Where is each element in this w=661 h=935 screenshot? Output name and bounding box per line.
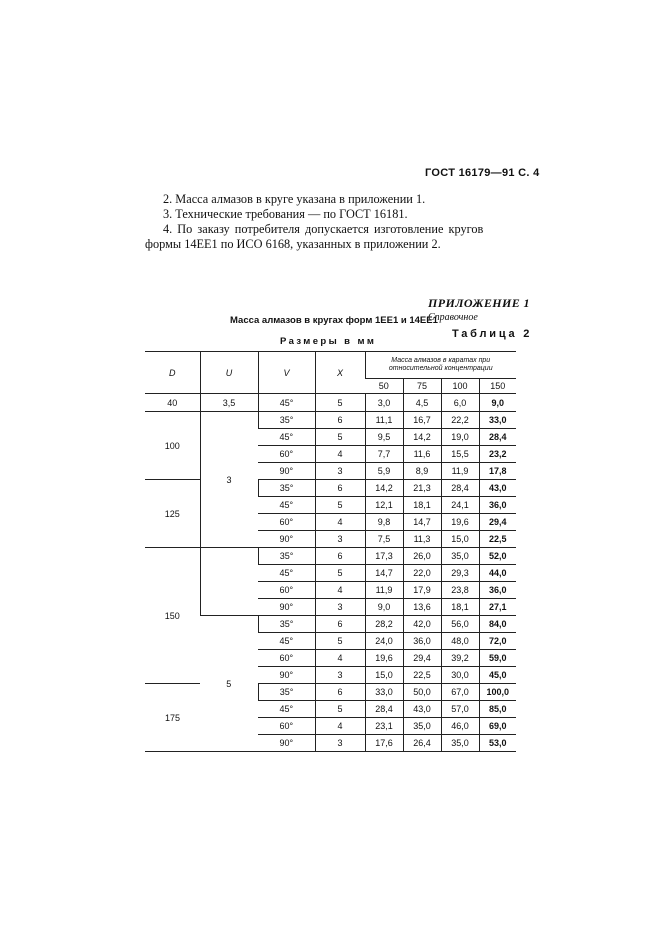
- table-cell-m50: 7,7: [365, 446, 403, 463]
- table-cell-x: 5: [315, 429, 365, 446]
- table-number: Таблица 2: [452, 328, 533, 340]
- table-cell-m150: 17,8: [479, 463, 516, 480]
- table-cell-x: 4: [315, 718, 365, 735]
- page-header: ГОСТ 16179—91 С. 4: [425, 167, 540, 179]
- table-cell-m100: 6,0: [441, 394, 479, 412]
- table-cell-x: 3: [315, 735, 365, 752]
- table-cell-m50: 15,0: [365, 667, 403, 684]
- table-cell-u: 3: [200, 412, 258, 548]
- table-cell-m100: 23,8: [441, 582, 479, 599]
- table-cell-m75: 17,9: [403, 582, 441, 599]
- table-cell-m100: 35,0: [441, 735, 479, 752]
- table-cell-m150: 52,0: [479, 548, 516, 565]
- table-cell-m50: 9,0: [365, 599, 403, 616]
- table-cell-v: 45°: [258, 565, 315, 582]
- table-cell-m50: 11,9: [365, 582, 403, 599]
- table-cell-m75: 43,0: [403, 701, 441, 718]
- table-cell-x: 5: [315, 565, 365, 582]
- table-cell-m100: 35,0: [441, 548, 479, 565]
- table-cell-x: 5: [315, 394, 365, 412]
- header-concentration-group: Масса алмазов в каратах при относительной концентрации: [365, 352, 516, 379]
- table-cell-m75: 14,7: [403, 514, 441, 531]
- table-cell-v: 35°: [258, 548, 315, 565]
- table-cell-m75: 29,4: [403, 650, 441, 667]
- table-cell-m50: 28,2: [365, 616, 403, 633]
- table-cell-m150: 36,0: [479, 582, 516, 599]
- table-cell-v: 45°: [258, 701, 315, 718]
- table-cell-v: 45°: [258, 429, 315, 446]
- table-cell-m75: 14,2: [403, 429, 441, 446]
- table-cell-m100: 19,6: [441, 514, 479, 531]
- table-cell-m100: 11,9: [441, 463, 479, 480]
- paragraph-4-cont: формы 14EE1 по ИСО 6168, указанных в приложении 2.: [145, 237, 441, 251]
- table-cell-m100: 46,0: [441, 718, 479, 735]
- table-cell-m50: 12,1: [365, 497, 403, 514]
- table-cell-m100: 67,0: [441, 684, 479, 701]
- table-cell-x: 6: [315, 480, 365, 497]
- table-cell-m150: 44,0: [479, 565, 516, 582]
- table-cell-m75: 8,9: [403, 463, 441, 480]
- table-cell-m100: 15,5: [441, 446, 479, 463]
- table-cell-m50: 23,1: [365, 718, 403, 735]
- table-cell-x: 3: [315, 667, 365, 684]
- table-cell-u: 5: [200, 616, 258, 752]
- table-cell-m150: 33,0: [479, 412, 516, 429]
- table-cell-m150: 23,2: [479, 446, 516, 463]
- table-cell-v: 90°: [258, 599, 315, 616]
- table-cell-v: 45°: [258, 497, 315, 514]
- table-cell-x: 4: [315, 446, 365, 463]
- table-cell-m50: 17,3: [365, 548, 403, 565]
- paragraph-2: 2. Масса алмазов в круге указана в приложении 1.: [163, 192, 426, 206]
- table-cell-m150: 43,0: [479, 480, 516, 497]
- table-cell-m50: 28,4: [365, 701, 403, 718]
- header-u: U: [200, 352, 258, 394]
- table-cell-v: 35°: [258, 480, 315, 497]
- table-cell-m50: 17,6: [365, 735, 403, 752]
- table-cell-x: 3: [315, 599, 365, 616]
- table-cell-v: 45°: [258, 633, 315, 650]
- table-cell-m150: 85,0: [479, 701, 516, 718]
- table-cell-v: 60°: [258, 650, 315, 667]
- paragraph-3: 3. Технические требования — по ГОСТ 16181.: [163, 207, 408, 221]
- table-cell-m50: 24,0: [365, 633, 403, 650]
- table-cell-m100: 30,0: [441, 667, 479, 684]
- table-cell-u: [200, 548, 258, 616]
- table-cell-x: 4: [315, 514, 365, 531]
- table-cell-m100: 39,2: [441, 650, 479, 667]
- table-cell-m75: 13,6: [403, 599, 441, 616]
- header-c75: 75: [403, 379, 441, 394]
- header-x: X: [315, 352, 365, 394]
- table-cell-m75: 4,5: [403, 394, 441, 412]
- table-cell-m75: 35,0: [403, 718, 441, 735]
- table-cell-d: 40: [145, 394, 200, 412]
- table-cell-x: 4: [315, 582, 365, 599]
- table-cell-m150: 100,0: [479, 684, 516, 701]
- table-cell-x: 3: [315, 463, 365, 480]
- table-caption: Масса алмазов в кругах форм 1EE1 и 14EE1: [230, 315, 438, 326]
- table-cell-m75: 16,7: [403, 412, 441, 429]
- table-cell-m50: 5,9: [365, 463, 403, 480]
- table-cell-m75: 18,1: [403, 497, 441, 514]
- table-cell-x: 5: [315, 497, 365, 514]
- table-cell-d: 125: [145, 480, 200, 548]
- header-c150: 150: [479, 379, 516, 394]
- table-cell-m75: 21,3: [403, 480, 441, 497]
- table-cell-v: 60°: [258, 582, 315, 599]
- table-cell-x: 5: [315, 701, 365, 718]
- table-units: Размеры в мм: [280, 336, 377, 347]
- table-cell-m75: 22,5: [403, 667, 441, 684]
- table-cell-x: 6: [315, 412, 365, 429]
- header-d: D: [145, 352, 200, 394]
- table-cell-m75: 22,0: [403, 565, 441, 582]
- table-cell-x: 6: [315, 548, 365, 565]
- table-cell-m100: 15,0: [441, 531, 479, 548]
- table-cell-m100: 48,0: [441, 633, 479, 650]
- header-c100: 100: [441, 379, 479, 394]
- table-cell-m100: 28,4: [441, 480, 479, 497]
- table-cell-v: 60°: [258, 446, 315, 463]
- appendix-subtitle: Справочное: [428, 312, 478, 323]
- table-cell-m100: 57,0: [441, 701, 479, 718]
- table-cell-m50: 14,2: [365, 480, 403, 497]
- table-cell-m150: 45,0: [479, 667, 516, 684]
- table-cell-v: 90°: [258, 463, 315, 480]
- table-cell-m150: 53,0: [479, 735, 516, 752]
- header-v: V: [258, 352, 315, 394]
- table-cell-x: 5: [315, 633, 365, 650]
- table-cell-m150: 69,0: [479, 718, 516, 735]
- table-cell-v: 35°: [258, 412, 315, 429]
- table-cell-m150: 29,4: [479, 514, 516, 531]
- table-cell-m75: 26,4: [403, 735, 441, 752]
- paragraph-4: 4. По заказу потребителя допускается изготовление кругов: [163, 222, 484, 236]
- table-cell-m150: 84,0: [479, 616, 516, 633]
- header-c50: 50: [365, 379, 403, 394]
- table-cell-d: 150: [145, 548, 200, 684]
- table-cell-m75: 26,0: [403, 548, 441, 565]
- table-cell-m50: 9,5: [365, 429, 403, 446]
- table-cell-x: 6: [315, 684, 365, 701]
- table-cell-v: 90°: [258, 531, 315, 548]
- table-cell-m50: 33,0: [365, 684, 403, 701]
- table-cell-m50: 7,5: [365, 531, 403, 548]
- table-cell-m75: 50,0: [403, 684, 441, 701]
- table-cell-d: 175: [145, 684, 200, 752]
- table-cell-v: 60°: [258, 718, 315, 735]
- table-cell-m100: 56,0: [441, 616, 479, 633]
- table-cell-m50: 19,6: [365, 650, 403, 667]
- table-cell-m50: 9,8: [365, 514, 403, 531]
- table-cell-m100: 18,1: [441, 599, 479, 616]
- table-cell-m150: 72,0: [479, 633, 516, 650]
- table-cell-m50: 11,1: [365, 412, 403, 429]
- table-cell-m100: 29,3: [441, 565, 479, 582]
- table-cell-m75: 11,3: [403, 531, 441, 548]
- table-cell-m150: 28,4: [479, 429, 516, 446]
- table-cell-v: 35°: [258, 616, 315, 633]
- table-cell-v: 90°: [258, 735, 315, 752]
- table-cell-m75: 36,0: [403, 633, 441, 650]
- table-cell-m75: 11,6: [403, 446, 441, 463]
- table-cell-x: 6: [315, 616, 365, 633]
- table-cell-v: 45°: [258, 394, 315, 412]
- table-cell-m150: 36,0: [479, 497, 516, 514]
- table-cell-x: 3: [315, 531, 365, 548]
- table-cell-m50: 14,7: [365, 565, 403, 582]
- table-cell-m150: 9,0: [479, 394, 516, 412]
- table-cell-m50: 3,0: [365, 394, 403, 412]
- body-paragraphs: [145, 192, 525, 252]
- table-cell-m150: 27,1: [479, 599, 516, 616]
- table-cell-x: 4: [315, 650, 365, 667]
- appendix-title: ПРИЛОЖЕНИЕ 1: [428, 296, 530, 310]
- table-cell-m150: 59,0: [479, 650, 516, 667]
- table-cell-m150: 22,5: [479, 531, 516, 548]
- diamond-mass-table: [145, 351, 516, 752]
- table-cell-d: 100: [145, 412, 200, 480]
- table-cell-v: 60°: [258, 514, 315, 531]
- table-cell-v: 35°: [258, 684, 315, 701]
- table-cell-m100: 24,1: [441, 497, 479, 514]
- table-cell-v: 90°: [258, 667, 315, 684]
- table-cell-u: 3,5: [200, 394, 258, 412]
- table-cell-m75: 42,0: [403, 616, 441, 633]
- table-cell-m100: 22,2: [441, 412, 479, 429]
- table-cell-m100: 19,0: [441, 429, 479, 446]
